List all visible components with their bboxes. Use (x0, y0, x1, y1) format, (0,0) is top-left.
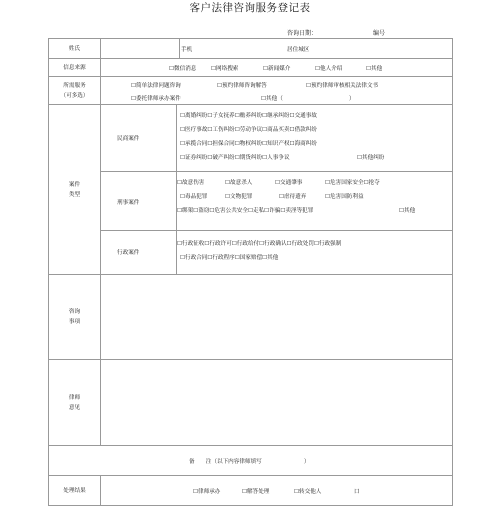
criminal-abuse[interactable]: ☐虐待遗弃 (279, 194, 307, 200)
service-option-entrust-case[interactable]: ☐委托律师承办案件 (131, 96, 181, 102)
civil-line-2[interactable]: ☐医疗事故☐工伤纠纷☐劳动争议☐商品买卖☐借款纠纷 (180, 127, 317, 133)
administrative-line-1[interactable]: ☐行政征收☐行政许可☐行政给付☐行政确认☐行政处罚☐行政强制 (177, 241, 342, 247)
lawyer-label-1: 律师 (68, 394, 81, 401)
criminal-other[interactable]: ☐其他 (399, 208, 416, 214)
criminal-drugs[interactable]: ☐毒品犯罪 (180, 194, 208, 200)
consult-matters-field[interactable] (101, 275, 453, 360)
registration-table (48, 38, 453, 506)
criminal-assault[interactable]: ☐故意伤害 (177, 180, 205, 186)
source-option-news-media[interactable]: ☐新闻媒介 (263, 66, 291, 72)
remark-row (49, 446, 453, 476)
service-options (101, 77, 453, 105)
consult-label-2: 事项 (68, 319, 81, 325)
service-option-simple-question[interactable]: ☐简单法律问题咨询 (131, 83, 181, 89)
source-label: 信息来源 (49, 59, 101, 77)
case-type-label-1: 案件 (68, 181, 81, 188)
result-option-blank[interactable]: 口 (354, 489, 360, 495)
service-multi-select-note: （可多选） (60, 92, 89, 99)
case-type-label-2: 类型 (68, 191, 81, 198)
number-label: 编号 (373, 30, 386, 37)
case-type-content (101, 105, 453, 275)
civil-other[interactable]: ☐其他纠纷 (357, 155, 385, 161)
service-label: 所需服务 (63, 82, 86, 89)
source-option-referral[interactable]: ☐他人介绍 (315, 66, 343, 72)
consult-label-1: 咨询 (68, 309, 81, 315)
result-options (101, 476, 453, 506)
lawyer-label-2: 意见 (68, 404, 81, 411)
source-option-other[interactable]: ☐其他 (366, 66, 383, 72)
source-option-wechat[interactable]: ☐微信消息 (169, 66, 197, 72)
civil-case-label: 民商案件 (117, 136, 140, 142)
remark-close: ） (304, 459, 310, 465)
criminal-homicide[interactable]: ☐故意杀人 (225, 180, 253, 186)
consult-date-label: 咨询日期： (287, 30, 318, 37)
source-option-web-search[interactable]: ☐网络搜索 (211, 66, 239, 72)
criminal-national-security[interactable]: ☐危害国家安全☐抢夺 (325, 180, 380, 186)
criminal-line-3[interactable]: ☐绑架☐盗窃☐危害公共安全☐走私☐诈骗☐卖淫等犯罪 (177, 208, 314, 214)
criminal-traffic[interactable]: ☐交通肇事 (275, 180, 303, 186)
administrative-case-label: 行政案件 (117, 250, 140, 256)
form-title: 客户法律咨询服务登记表 (189, 2, 311, 14)
result-option-lawyer-handle[interactable]: ☐律师承办 (193, 489, 221, 495)
civil-line-4[interactable]: ☐证券纠纷☐破产纠纷☐期货纠纷☐人事争议 (180, 155, 290, 161)
civil-line-1[interactable]: ☐离婚纠纷☐子女抚养☐赡养纠纷☐继承纠纷☐交通事故 (180, 113, 317, 119)
criminal-relics[interactable]: ☐文物犯罪 (225, 194, 253, 200)
service-option-other[interactable]: ☐其他（ (261, 96, 283, 102)
source-options (101, 59, 453, 77)
phone-label[interactable]: 手机 (181, 47, 193, 53)
service-option-appointment[interactable]: ☐预约律师咨询解答 (217, 83, 267, 89)
administrative-line-2[interactable]: ☐行政合同☐行政程序☐国家赔偿☐其他 (180, 255, 279, 261)
civil-line-3[interactable]: ☐承揽合同☐担保合同☐物权纠纷☐知识产权☐海商纠纷 (180, 141, 317, 147)
remark-label: 备 注（以下内容律师填写 (189, 459, 262, 465)
result-option-answer[interactable]: ☐解答处理 (242, 489, 270, 495)
name-row-content (101, 39, 453, 59)
result-label: 处理结果 (49, 476, 101, 506)
criminal-national-defense[interactable]: ☐危害国防利益 (325, 194, 364, 200)
service-label-cell (49, 77, 101, 105)
result-option-transfer[interactable]: ☐转交他人 (294, 489, 322, 495)
service-option-other-close: ） (349, 96, 355, 102)
criminal-case-label: 刑事案件 (117, 200, 140, 206)
case-type-label-cell (49, 105, 101, 275)
name-label: 姓氏 (49, 39, 101, 59)
lawyer-label-cell (49, 360, 101, 446)
consult-label-cell (49, 275, 101, 360)
lawyer-opinion-field[interactable] (101, 360, 453, 446)
address-label[interactable]: 居住城区 (287, 47, 310, 53)
service-option-document-review[interactable]: ☐预约律师审核相关法律文书 (306, 83, 379, 89)
